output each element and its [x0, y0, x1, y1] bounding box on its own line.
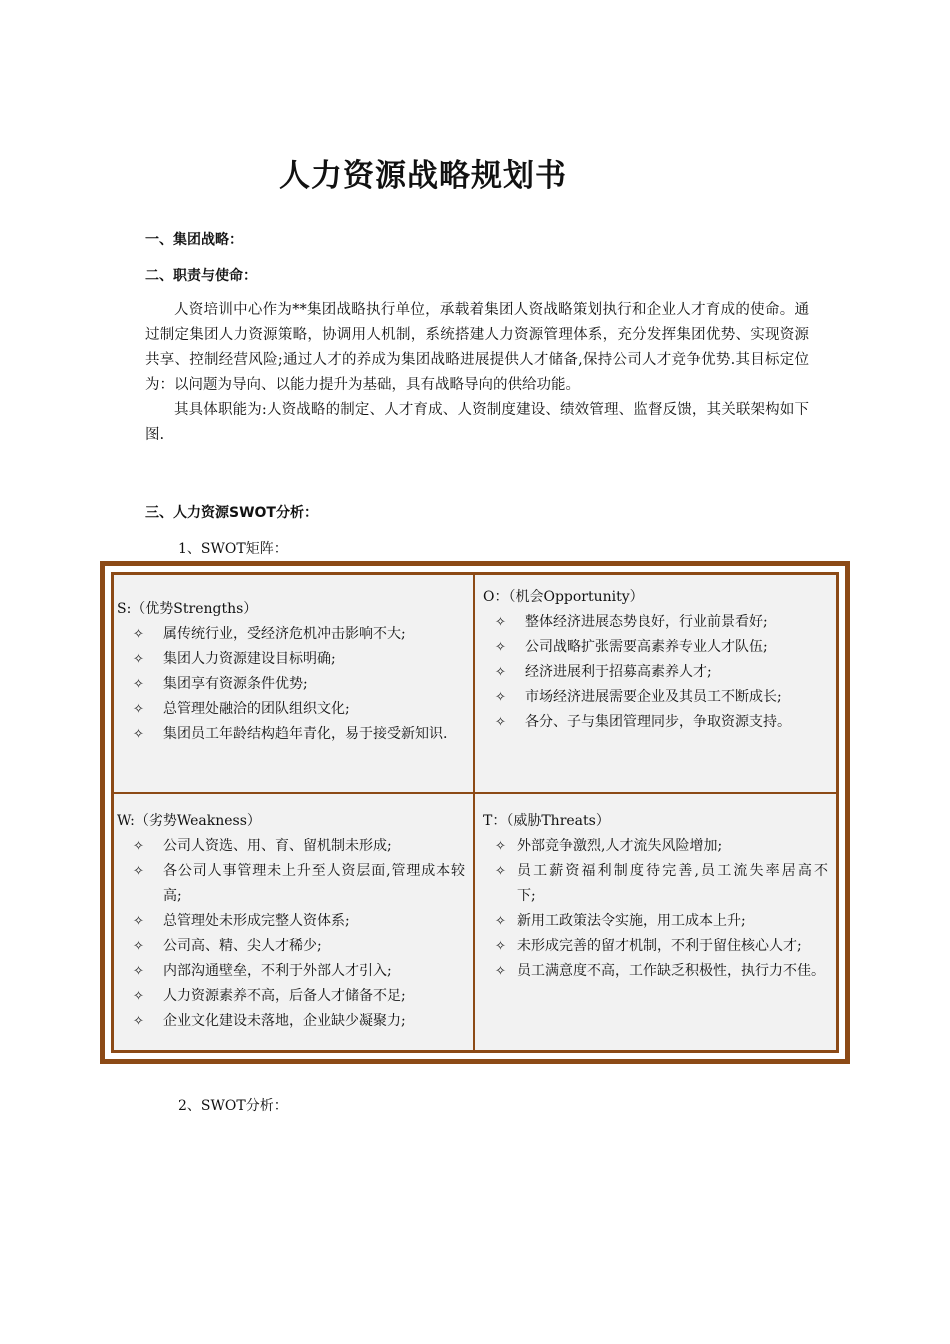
diamond-bullet-icon: ✧ — [495, 914, 506, 929]
swot-item-text: 经济进展利于招募高素养人才; — [525, 664, 712, 680]
swot-list-item — [483, 959, 832, 984]
document-title: 人力资源战略规划书 — [279, 158, 567, 194]
swot-list-item — [117, 697, 469, 722]
swot-strengths-cell — [114, 575, 475, 794]
swot-item-text: 整体经济进展态势良好，行业前景看好; — [525, 614, 768, 630]
swot-opportunities-cell — [475, 575, 836, 794]
swot-list-item — [483, 859, 856, 909]
diamond-bullet-icon: ✧ — [133, 864, 144, 879]
swot-threats-cell — [475, 794, 856, 1050]
diamond-bullet-icon: ✧ — [495, 715, 506, 730]
diamond-bullet-icon: ✧ — [133, 839, 144, 854]
diamond-bullet-icon: ✧ — [133, 989, 144, 1004]
swot-item-text: 各公司人事管理未上升至人资层面,管理成本较高; — [163, 863, 465, 904]
swot-list-item — [483, 685, 832, 710]
weaknesses-heading: W:（劣势Weakness） — [117, 813, 261, 829]
swot-list-item — [117, 959, 469, 984]
swot-weaknesses-cell — [114, 794, 475, 1050]
threats-heading: T：（威胁Threats） — [483, 813, 610, 829]
section-heading-duties: 二、职责与使命： — [145, 268, 257, 284]
section-heading-group-strategy: 一、集团战略： — [145, 232, 243, 248]
swot-item-text: 集团员工年龄结构趋年青化，易于接受新知识. — [163, 726, 448, 742]
swot-item-text: 各分、子与集团管理同步，争取资源支持。 — [525, 714, 791, 730]
swot-list-item — [117, 647, 469, 672]
diamond-bullet-icon: ✧ — [495, 939, 506, 954]
swot-item-text: 员工满意度不高，工作缺乏积极性，执行力不佳。 — [517, 963, 825, 979]
duties-body — [145, 298, 809, 448]
diamond-bullet-icon: ✧ — [495, 839, 506, 854]
diamond-bullet-icon: ✧ — [495, 615, 506, 630]
duties-paragraph-1: 人资培训中心作为**集团战略执行单位，承载着集团人资战略策划执行和企业人才育成的使命。通过制定集团人力资源策略，协调用人机制，系统搭建人力资源管理体系，充分发挥集团优势、实现资源共享、控制经营风险;通过人才的养成为集团战略进展提供人才储备,保持公司人才竞争优势.其目标定位为：以问题为导向、以能力提升为基础，具有战略导向的供给功能。 — [145, 302, 809, 393]
diamond-bullet-icon: ✧ — [133, 727, 144, 742]
swot-list-item — [117, 859, 469, 909]
diamond-bullet-icon: ✧ — [495, 964, 506, 979]
diamond-bullet-icon: ✧ — [133, 914, 144, 929]
swot-item-text: 公司人资选、用、育、留机制未形成; — [163, 838, 392, 854]
swot-list-item — [117, 834, 469, 859]
swot-list-item — [117, 722, 469, 747]
diamond-bullet-icon: ✧ — [133, 939, 144, 954]
swot-list-item — [117, 672, 469, 697]
diamond-bullet-icon: ✧ — [495, 640, 506, 655]
swot-list-item — [117, 984, 469, 1009]
swot-item-text: 人力资源素养不高，后备人才储备不足; — [163, 988, 406, 1004]
swot-list-item — [483, 635, 832, 660]
threats-list — [483, 834, 856, 984]
diamond-bullet-icon: ✧ — [495, 690, 506, 705]
opportunities-heading: O：（机会Opportunity） — [483, 589, 644, 605]
swot-matrix-grid — [111, 572, 856, 1053]
diamond-bullet-icon: ✧ — [133, 677, 144, 692]
subheading-swot-matrix: 1、SWOT矩阵： — [178, 541, 288, 557]
diamond-bullet-icon: ✧ — [495, 665, 506, 680]
swot-list-item — [117, 909, 469, 934]
section-heading-swot: 三、人力资源SWOT分析： — [145, 505, 318, 521]
weaknesses-list — [117, 834, 469, 1034]
diamond-bullet-icon: ✧ — [133, 627, 144, 642]
swot-list-item — [483, 934, 832, 959]
opportunities-list — [483, 610, 832, 735]
duties-paragraph-2: 其具体职能为:人资战略的制定、人才育成、人资制度建设、绩效管理、监督反馈，其关联架构如下图. — [145, 402, 809, 443]
swot-item-text: 集团享有资源条件优势; — [163, 676, 308, 692]
swot-item-text: 未形成完善的留才机制，不利于留住核心人才; — [517, 938, 802, 954]
swot-item-text: 集团人力资源建设目标明确; — [163, 651, 336, 667]
swot-list-item — [483, 660, 832, 685]
swot-list-item — [117, 934, 469, 959]
swot-item-text: 企业文化建设未落地，企业缺少凝聚力; — [163, 1013, 406, 1029]
swot-list-item — [483, 610, 832, 635]
swot-list-item — [483, 834, 832, 859]
diamond-bullet-icon: ✧ — [133, 964, 144, 979]
swot-list-item — [117, 622, 469, 647]
swot-item-text: 总管理处未形成完整人资体系; — [163, 913, 350, 929]
swot-item-text: 公司战略扩张需要高素养专业人才队伍; — [525, 639, 768, 655]
swot-item-text: 公司高、精、尖人才稀少; — [163, 938, 322, 954]
swot-item-text: 市场经济进展需要企业及其员工不断成长; — [525, 689, 782, 705]
diamond-bullet-icon: ✧ — [133, 702, 144, 717]
swot-matrix — [100, 561, 856, 1064]
swot-item-text: 外部竞争激烈,人才流失风险增加; — [517, 838, 723, 854]
swot-item-text: 总管理处融洽的团队组织文化; — [163, 701, 350, 717]
swot-list-item — [117, 1009, 469, 1034]
swot-item-text: 员工薪资福利制度待完善,员工流失率居高不 下; — [517, 863, 856, 904]
swot-item-text: 内部沟通壁垒，不利于外部人才引入; — [163, 963, 392, 979]
strengths-heading: S:（优势Strengths） — [117, 601, 258, 617]
subheading-swot-analysis: 2、SWOT分析： — [178, 1098, 288, 1114]
swot-list-item — [483, 909, 832, 934]
diamond-bullet-icon: ✧ — [133, 1014, 144, 1029]
swot-item-text: 新用工政策法令实施，用工成本上升; — [517, 913, 746, 929]
diamond-bullet-icon: ✧ — [495, 864, 506, 879]
swot-item-text: 属传统行业，受经济危机冲击影响不大; — [163, 626, 406, 642]
swot-list-item — [483, 710, 832, 735]
strengths-list — [117, 622, 469, 747]
diamond-bullet-icon: ✧ — [133, 652, 144, 667]
